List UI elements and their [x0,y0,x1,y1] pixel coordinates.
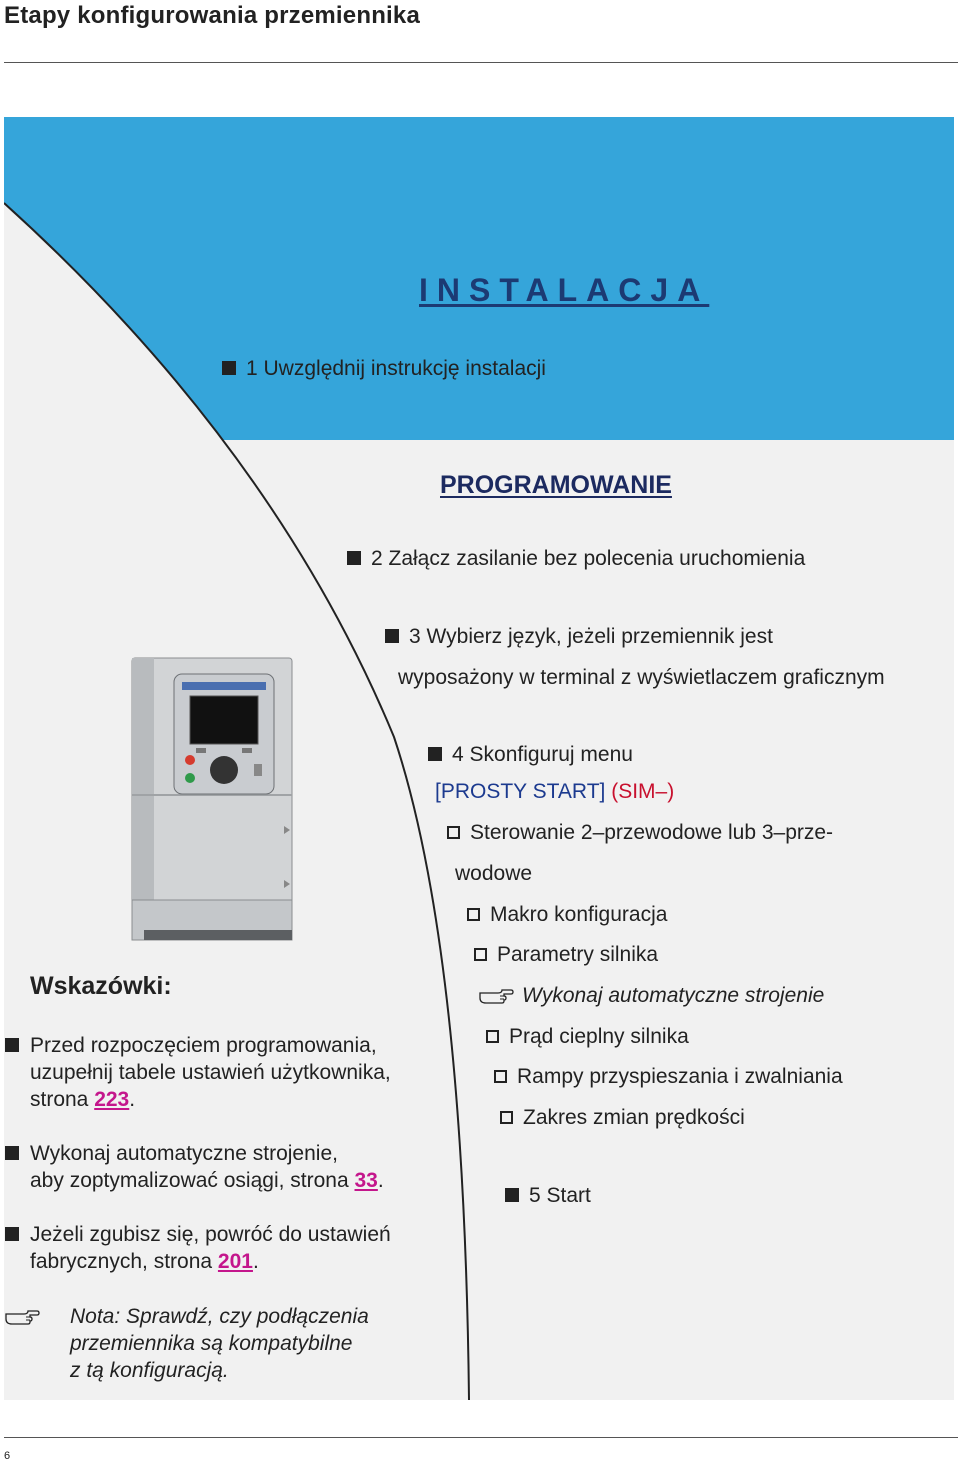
sub-item-wiring: Sterowanie 2–przewodowe lub 3–prze- [447,821,833,845]
sub-item-speed-range: Zakres zmian prędkości [500,1106,745,1130]
pointing-hand-icon [4,1307,40,1325]
page-link-223[interactable]: 223 [94,1088,130,1111]
variable-speed-drive-image [124,654,304,944]
page-number: 6 [4,1450,11,1462]
bullet-square-icon [5,1038,19,1052]
bullet-square-icon [222,361,236,375]
sub-item-autotune: Wykonaj automatyczne strojenie [478,984,824,1008]
sub-item-ramps: Rampy przyspieszania i zwalniania [494,1065,843,1089]
installation-step-1: 1 Uwzględnij instrukcję instalacji [222,357,546,381]
configuration-note: Nota: Sprawdź, czy podłączenia przemiennika są kompatybilne z tą konfiguracją. [70,1305,369,1382]
workflow-panel [4,117,954,1400]
programming-step-5: 5 Start [505,1184,591,1208]
bullet-square-icon [428,747,442,761]
simple-start-menu-label: [PROSTY START] (SIM–) [435,780,675,803]
checkbox-square-icon [447,826,460,839]
programming-step-4: 4 Skonfiguruj menu [428,743,633,767]
sub-item-macro: Makro konfiguracja [467,903,667,927]
checkbox-square-icon [500,1111,513,1124]
bullet-square-icon [347,551,361,565]
bullet-square-icon [5,1146,19,1160]
checkbox-square-icon [494,1070,507,1083]
checkbox-square-icon [486,1030,499,1043]
header-divider [4,62,958,63]
bullet-square-icon [505,1188,519,1202]
page-header-title: Etapy konfigurowania przemiennika [4,2,421,29]
programming-step-3-cont: wyposażony w terminal z wyświetlaczem graficznym [398,666,885,689]
checkbox-square-icon [474,948,487,961]
page-link-33[interactable]: 33 [354,1169,378,1192]
pointing-hand-icon [478,986,514,1004]
footer-divider [4,1437,958,1438]
page-link-201[interactable]: 201 [217,1250,253,1273]
sub-item-wiring-cont: wodowe [455,862,533,885]
bullet-square-icon [385,629,399,643]
programming-title: PROGRAMOWANIE [440,471,672,499]
tip-2: Wykonaj automatyczne strojenie, aby zoptymalizować osiągi, strona 33. [30,1140,384,1194]
tip-3: Jeżeli zgubisz się, powróć do ustawień fabrycznych, strona 201. [30,1221,391,1275]
sub-item-motor-params: Parametry silnika [474,943,658,967]
sub-item-thermal-current: Prąd cieplny silnika [486,1025,689,1049]
checkbox-square-icon [467,908,480,921]
tip-1: Przed rozpoczęciem programowania, uzupełnij tabele ustawień użytkownika, strona 223. [30,1032,391,1113]
programming-step-3: 3 Wybierz język, jeżeli przemiennik jest [385,625,773,649]
installation-title: INSTALACJA [419,272,710,308]
bullet-square-icon [5,1227,19,1241]
tips-title: Wskazówki: [30,972,172,1000]
programming-step-2: 2 Załącz zasilanie bez polecenia uruchomienia [347,547,805,571]
